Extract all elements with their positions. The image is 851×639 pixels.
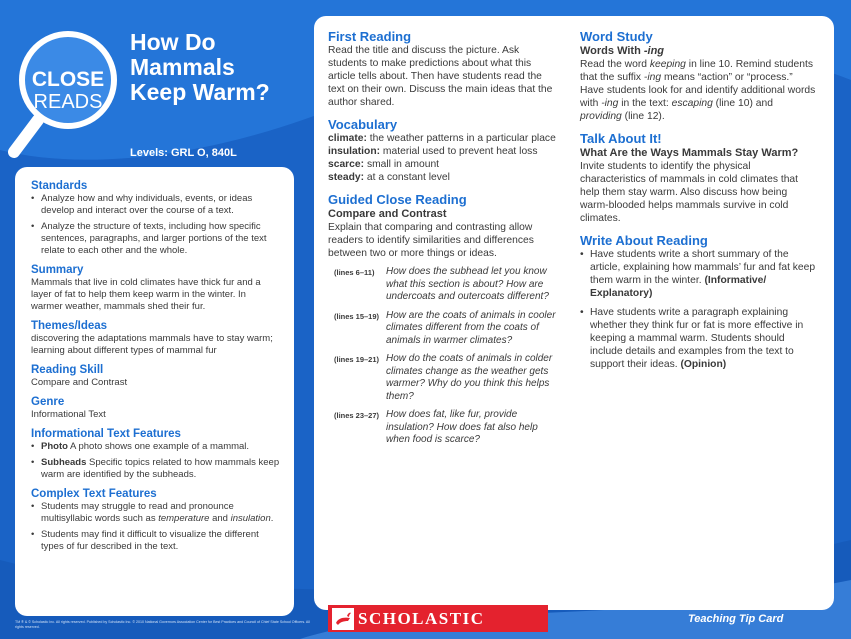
themes-section	[31, 319, 280, 357]
list-item: • Photo A photo shows one example of a mammal.	[31, 441, 280, 453]
title-line: How Do	[130, 29, 216, 55]
question-row	[334, 409, 560, 447]
page-title	[130, 30, 310, 105]
section-heading: Informational Text Features	[31, 428, 181, 440]
list-item: • Students may find it difficult to visualize the different types of fur described in the text.	[31, 529, 280, 553]
logo-reads-text: READS	[33, 91, 103, 113]
section-heading: First Reading	[328, 29, 412, 44]
list-item: • Analyze how and why individuals, events, or ideas develop and interact over the course of a text.	[31, 193, 280, 217]
copyright-notice: TM ® & © Scholastic Inc. All rights reserved. Published by Scholastic Inc. © 2010 National Governors Association Center for Best Practices and Council of Chief State School Officers. All rights reserved.	[15, 620, 310, 629]
section-heading: Guided Close Reading	[328, 192, 467, 207]
section-heading: Themes/Ideas	[31, 320, 108, 332]
right-column	[580, 29, 816, 379]
section-subheading: Compare and Contrast	[328, 208, 447, 220]
list-item: • Subheads Specific topics related to how mammals keep warm are identified by the subheads.	[31, 457, 280, 481]
section-text: Explain that comparing and contrasting allow readers to identify similarities and differences between two or more things or ideas.	[328, 222, 534, 259]
list-item: • Students may struggle to read and pronounce multisyllabic words such as temperature and insulation.	[31, 501, 280, 525]
line-ref: (lines 15–19)	[334, 311, 380, 321]
section-heading: Vocabulary	[328, 117, 398, 132]
genre-section	[31, 395, 280, 421]
standards-section	[31, 179, 280, 257]
line-ref: (lines 6–11)	[334, 268, 375, 277]
reading-skill-section	[31, 363, 280, 389]
section-heading: Write About Reading	[580, 233, 708, 248]
section-text: Read the word keeping in line 10. Remind students that the suffix -ing means “action” or “process.” Have students look for and identify additional words with -ing in the text: escaping (line 10) and providing (line 12).	[580, 59, 816, 122]
question-row	[334, 353, 560, 403]
section-text: Mammals that live in cold climates have thick fur and a layer of fat to help them keep warm in the winter. In warmer weather, mammals shed their fur.	[31, 277, 261, 312]
lesson-card	[314, 16, 834, 610]
question-text: How does the subhead let you know what this section is about? How are undercoats and outercoats different?	[386, 266, 549, 302]
scholastic-logo	[328, 605, 548, 632]
section-heading: Complex Text Features	[31, 488, 157, 500]
vocab-item: climate: the weather patterns in a particular place	[328, 133, 556, 144]
text-features-section	[31, 427, 280, 481]
list-item: • Have students write a short summary of the article, explaining how mammals’ fur and fat keep them warm in the winter. (Informative/ Explanatory)	[580, 248, 816, 300]
question-text: How does fat, like fur, provide insulation? How does fat also help when food is scarce?	[386, 409, 538, 445]
section-text: Invite students to identify the physical characteristics of mammals in cold climates that help them stay warm. Also discuss how being warm-blooded helps mammals survive in cold climates.	[580, 161, 799, 224]
section-heading: Summary	[31, 264, 84, 276]
vocab-item: scarce: small in amount	[328, 159, 440, 170]
levels-label: Levels: GRL O, 840L	[130, 147, 237, 159]
section-heading: Word Study	[580, 29, 653, 44]
section-text: discovering the adaptations mammals have to stay warm; learning about different types of mammal fur	[31, 333, 273, 356]
section-heading: Reading Skill	[31, 364, 104, 376]
summary-section	[31, 263, 280, 313]
magnifier-icon	[8, 22, 138, 162]
question-text: How do the coats of animals in colder climates change as the weather gets warmer? Why do you think this helps them?	[386, 353, 553, 402]
lamp-icon	[332, 608, 354, 630]
list-item: • Analyze the structure of texts, including how specific sentences, paragraphs, and larger portions of the text relate to each other and the whole.	[31, 221, 280, 257]
logo-close-text: CLOSE	[31, 68, 105, 91]
talk-about-it-section	[580, 131, 816, 225]
guided-reading-section	[328, 192, 560, 447]
vocab-item: insulation: material used to prevent heat loss	[328, 146, 538, 157]
left-column	[328, 29, 560, 455]
close-reads-logo	[8, 22, 138, 162]
vocab-item: steady: at a constant level	[328, 172, 450, 183]
write-about-reading-section	[580, 233, 816, 371]
section-text: Compare and Contrast	[31, 377, 128, 388]
brand-wordmark: SCHOLASTIC	[358, 608, 485, 628]
list-item: • Have students write a paragraph explaining whether they think fur or fat is more effective in keeping a mammal warm. Students should include details and examples from the text to support their ideas. (Opinion)	[580, 306, 816, 371]
section-text: Informational Text	[31, 409, 106, 420]
teaching-tip-card-label: Teaching Tip Card	[688, 613, 784, 625]
line-ref: (lines 19–21)	[334, 355, 380, 364]
question-row	[334, 310, 560, 348]
section-subheading: What Are the Ways Mammals Stay Warm?	[580, 147, 799, 159]
section-subheading: Words With -ing	[580, 45, 665, 57]
section-heading: Genre	[31, 396, 65, 408]
first-reading-section	[328, 29, 560, 109]
section-text: Read the title and discuss the picture. Ask students to make predictions about what this article tells about. Then have students read the text on their own. Discuss the main ideas that the author shared.	[328, 45, 553, 108]
question-text: How are the coats of animals in cooler climates different from the coats of animals in warmer climates?	[386, 309, 556, 346]
overview-card	[15, 167, 294, 616]
vocabulary-section	[328, 117, 560, 184]
question-row	[334, 266, 560, 304]
title-line: Keep Warm?	[130, 79, 270, 105]
complex-text-section	[31, 487, 280, 553]
title-line: Mammals	[130, 54, 235, 80]
word-study-section	[580, 29, 816, 123]
line-ref: (lines 23–27)	[334, 411, 380, 420]
section-heading: Standards	[31, 180, 88, 192]
section-heading: Talk About It!	[580, 131, 662, 146]
